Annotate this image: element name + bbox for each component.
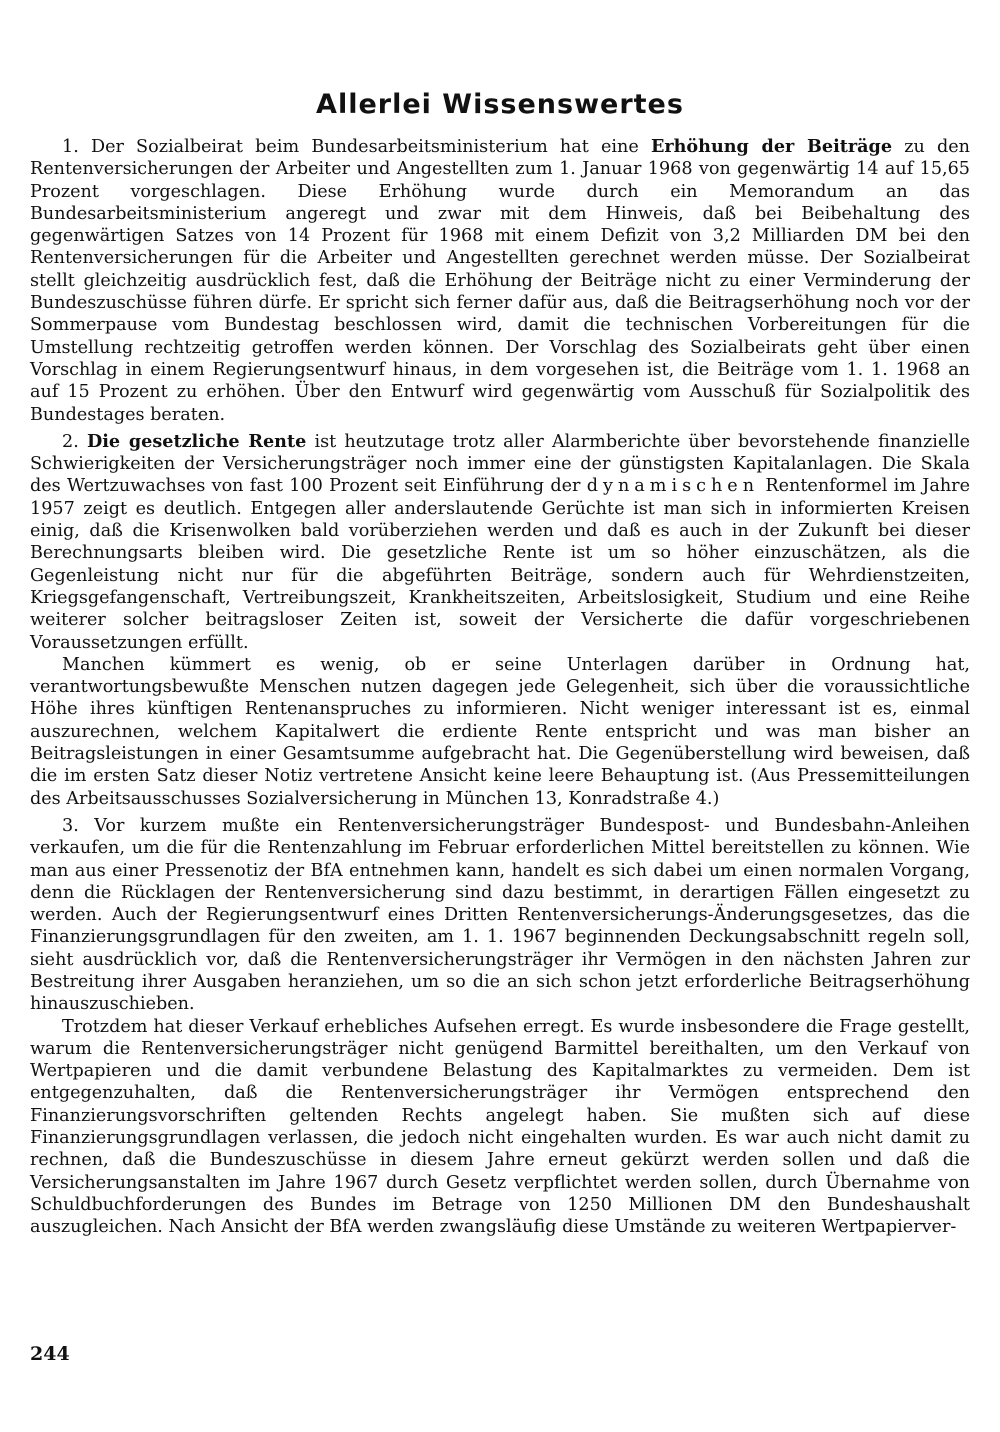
paragraph-3: Manchen kümmert es wenig, ob er seine Unterlagen darüber in Ordnung hat, verantwortungsbewußte Menschen nutzen dagegen jede Gelegenheit, sich über die voraussichtliche Höhe ihres künftigen Rentenanspruches zu informieren. Nicht weniger interessant ist es, einmal auszurechnen, welchem Kapitalwert die erdiente Rente entspricht und was man bisher an Beitragsleistungen in einer Gesamtsumme aufgebracht hat. Die Gegenüberstellung wird beweisen, daß die im ersten Satz dieser Notiz vertretene Ansicht keine leere Behauptung ist. (Aus Pressemitteilungen des Arbeitsausschusses Sozialversicherung in München 13, Konradstraße 4.) [30,654,970,809]
paragraph-1 [30,136,970,426]
page-content [30,90,970,1239]
paragraph-1-intro: 1. Der Sozialbeirat beim Bundesarbeitsministerium hat eine [62,137,651,157]
paragraph-4: 3. Vor kurzem mußte ein Rentenversicherungsträger Bundespost- und Bundesbahn-Anleihen verkaufen, um die für die Rentenzahlung im Februar erforderlichen Mittel bereitstellen zu können. Wie man aus einer Pressenotiz der BfA entnehmen kann, handelt es sich dabei um einen normalen Vorgang, denn die Rücklagen der Rentenversicherung sind dazu bestimmt, in derartigen Fällen eingesetzt zu werden. Auch der Regierungsentwurf eines Dritten Rentenversicherungs-Änderungsgesetzes, das die Finanzierungsgrundlagen für den zweiten, am 1. 1. 1967 beginnenden Deckungsabschnitt regeln soll, sieht ausdrücklich vor, daß die Rentenversicherungsträger ihr Vermögen in den nächsten Jahren zur Bestreitung ihrer Ausgaben heranziehen, um so die an sich schon jetzt erforderliche Beitragserhöhung hinauszuschieben. [30,815,970,1015]
paragraph-1-body: zu den Rentenversicherungen der Arbeiter und Angestellten zum 1. Januar 1968 von gegenwärtig 14 auf 15,65 Prozent vorgeschlagen. Diese Erhöhung wurde durch ein Memorandum an das Bundesarbeitsministerium angeregt und zwar mit dem Hinweis, daß bei Beibehaltung des gegenwärtigen Satzes von 14 Prozent für 1968 mit einem Defizit von 3,2 Milliarden DM bei den Rentenversicherungen für die Arbeiter und Angestellten gerechnet werden müsse. Der Sozialbeirat stellt gleichzeitig ausdrücklich fest, daß die Erhöhung der Beiträge nicht zu einer Verminderung der Bundeszuschüsse führen dürfe. Er spricht sich ferner dafür aus, daß die Beitragserhöhung noch vor der Sommerpause vom Bundestag beschlossen wird, damit die technischen Vorbereitungen für die Umstellung rechtzeitig getroffen werden können. Der Vorschlag des Sozialbeirats geht über einen Vorschlag in einem Regierungsentwurf hinaus, in dem vorgesehen ist, die Beiträge vom 1. 1. 1968 an auf 15 Prozent zu erhöhen. Über den Entwurf wird gegenwärtig vom Ausschuß für Sozialpolitik des Bundestages beraten. [30,137,971,425]
paragraph-2-body-end: Rentenformel im Jahre 1957 zeigt es deutlich. Entgegen aller anderslautende Gerüchte ist man sich in informierten Kreisen einig, daß die Krisenwolken bald vorüberziehen werden und daß es auch in der Zukunft bei dieser Berechnungsarts bleiben wird. Die gesetzliche Rente ist um so höher einzuschätzen, als die Gegenleistung nicht nur für die abgeführten Beiträge, sondern auch für Wehrdienstzeiten, Kriegsgefangenschaft, Vertreibungszeit, Krankheitszeiten, Arbeitslosigkeit, Studium und eine Reihe weiterer solcher beitragsloser Zeiten ist, soweit der Versicherte die dafür vorgeschriebenen Voraussetzungen erfüllt. [30,476,970,653]
paragraph-2 [30,431,970,654]
paragraph-2-number: 2. [62,431,87,452]
paragraph-2-spaced-word: dynamischen [586,476,760,497]
paragraph-2-body-start: ist heutzutage trotz aller Alarmberichte über bevorstehende finanzielle Schwierigkeiten der Versicherungsträger noch immer eine der günstigsten Kapitalanlagen. Die Skala des Wertzuwachses von fast 100 Prozent seit Einführung der [30,431,970,497]
page-number: 244 [30,1343,70,1365]
paragraph-2-emphasis: Die gesetzliche Rente [86,430,307,452]
page-title: Allerlei Wissenswertes [316,89,684,120]
paragraph-1-emphasis: Erhöhung der Beiträge [650,136,893,157]
paragraph-5: Trotzdem hat dieser Verkauf erhebliches Aufsehen erregt. Es wurde insbesondere die Frage gestellt, warum die Rentenversicherungsträger nicht genügend Barmittel bereithalten, um den Verkauf von Wertpapieren und die damit verbundene Belastung des Kapitalmarktes zu vermeiden. Dem ist entgegenzuhalten, daß die Rentenversicherungsträger ihr Vermögen entsprechend den Finanzierungsvorschriften geltenden Rechts angelegt haben. Sie mußten sich auf diese Finanzierungsgrundlagen verlassen, die jedoch nicht eingehalten wurden. Es war auch nicht damit zu rechnen, daß die Bundeszuschüsse in diesem Jahre erneut gekürzt werden sollen und daß die Versicherungsanstalten im Jahre 1967 durch Gesetz verpflichtet werden sollen, durch Übernahme von Schuldbuchforderungen des Bundes im Betrage von 1250 Millionen DM den Bundeshaushalt auszugleichen. Nach Ansicht der BfA werden zwangsläufig diese Umstände zu weiteren Wertpapierver- [30,1016,970,1238]
